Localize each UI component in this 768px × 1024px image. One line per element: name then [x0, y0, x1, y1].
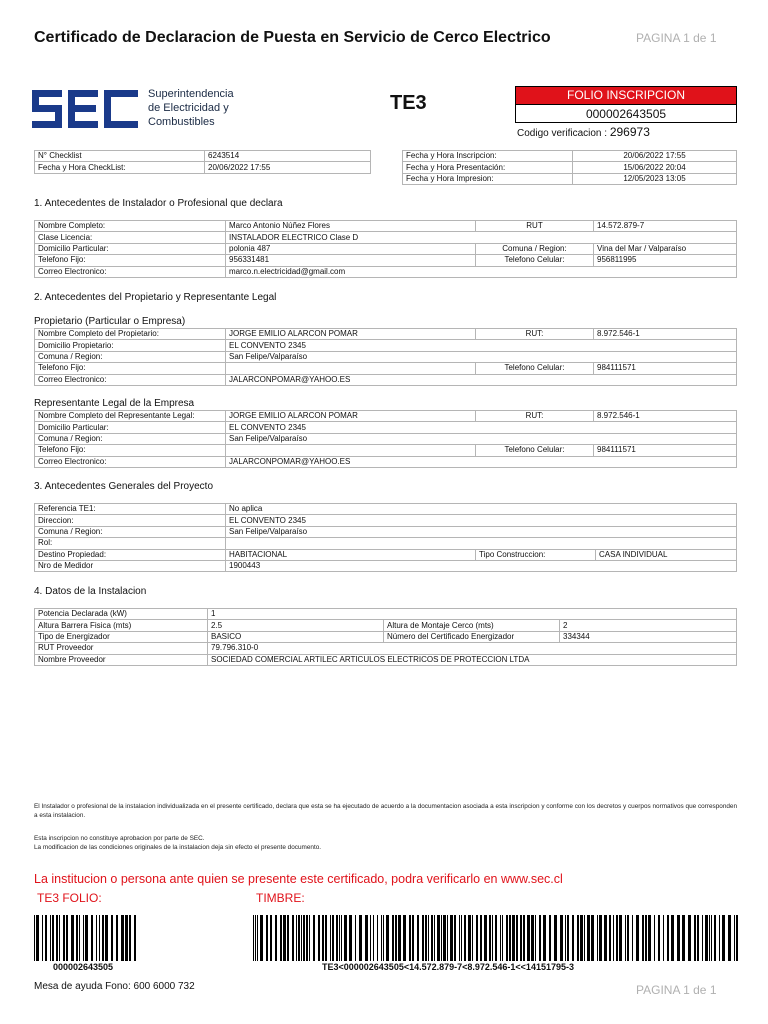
barcode-bar: [658, 915, 660, 961]
barcode-bar: [318, 915, 320, 961]
barcode-bar: [102, 915, 104, 961]
barcode-bar: [464, 915, 466, 961]
folio-label: FOLIO INSCRIPCION: [516, 87, 736, 104]
barcode-bar: [381, 915, 382, 961]
barcode-bar: [332, 915, 334, 961]
barcode-bar: [42, 915, 43, 961]
barcode-bar: [599, 915, 602, 961]
barcode-bar: [313, 915, 315, 961]
barcode-bar: [280, 915, 282, 961]
barcode-bar: [520, 915, 522, 961]
barcode-bar: [253, 915, 254, 961]
barcode-bar: [395, 915, 397, 961]
barcode-bar: [383, 915, 384, 961]
barcode-bar: [266, 915, 268, 961]
barcode-bar: [425, 915, 427, 961]
folio-number: 000002643505: [516, 104, 736, 122]
document-title: Certificado de Declaracion de Puesta en Servicio de Cerco Electrico: [34, 29, 551, 46]
barcode-bar: [255, 915, 256, 961]
barcode-bar: [309, 915, 310, 961]
barcode-bar: [472, 915, 473, 961]
page-number: PAGINA 1 de 1: [636, 31, 717, 45]
barcode-bar: [322, 915, 324, 961]
barcode-bar: [403, 915, 406, 961]
barcode-bar: [535, 915, 536, 961]
fechas-table: Fecha y Hora Inscripcion: 20/06/2022 17:55 Fecha y Hora Presentación: 15/06/2022 20:04 Fecha y Hora Impresion: 12/05/2023 13:05: [402, 150, 737, 185]
barcode-bar: [480, 915, 482, 961]
te3-label: TE3: [390, 92, 427, 114]
barcode-bar: [392, 915, 394, 961]
page-number-bottom: PAGINA 1 de 1: [636, 983, 717, 997]
barcode-bar: [373, 915, 374, 961]
representante-subtitle: Representante Legal de la Empresa: [34, 398, 195, 409]
barcode-bar: [734, 915, 735, 961]
barcode-bar: [560, 915, 563, 961]
timbre-label: TIMBRE:: [256, 891, 305, 905]
barcode-bar: [500, 915, 501, 961]
barcode-bar: [567, 915, 569, 961]
barcode-bar: [468, 915, 471, 961]
barcode-bar: [283, 915, 286, 961]
barcode-bar: [296, 915, 297, 961]
section-4-title: 4. Datos de la Instalacion: [34, 586, 147, 597]
barcode-bar: [565, 915, 566, 961]
barcode-bar: [584, 915, 585, 961]
barcode-bar: [134, 915, 136, 961]
barcode-bar: [298, 915, 300, 961]
verify-notice: La institucion o persona ante quien se presente este certificado, podra verificarlo en www.sec.cl: [34, 872, 563, 886]
barcode-bar: [667, 915, 669, 961]
barcode-bar: [91, 915, 93, 961]
barcode-bar: [549, 915, 551, 961]
barcode-bar: [36, 915, 39, 961]
barcode-bar: [50, 915, 51, 961]
section-3-title: 3. Antecedentes Generales del Proyecto: [34, 481, 214, 492]
barcode-bar: [306, 915, 308, 961]
barcode-bar: [539, 915, 541, 961]
barcode-bar: [613, 915, 614, 961]
barcode-bar: [572, 915, 574, 961]
barcode-bar: [604, 915, 607, 961]
barcode-bar: [270, 915, 272, 961]
barcode-bar: [512, 915, 515, 961]
barcode-bar: [434, 915, 435, 961]
barcode-bar: [422, 915, 424, 961]
barcode-bar: [663, 915, 664, 961]
barcode-bar: [654, 915, 655, 961]
representante-table: Nombre Completo del Representante Legal: JORGE EMILIO ALARCON POMAR RUT: 8.972.546-1 Domicilio Particular: EL CONVENTO 2345 Comuna / Region: San Felipe/Valparaíso Telefono Fijo: Telefono Celular: 984111571 Correo Electronico: JALARCONPOMAR@YAHOO.ES: [34, 410, 737, 468]
barcode-bar: [677, 915, 680, 961]
barcode-bar: [66, 915, 68, 961]
barcode-bar: [59, 915, 60, 961]
barcode-bar: [96, 915, 97, 961]
barcode-bar: [619, 915, 622, 961]
barcode-bar: [377, 915, 378, 961]
barcode-bar: [688, 915, 691, 961]
barcode-bar: [694, 915, 696, 961]
installer-table: Nombre Completo: Marco Antonio Núñez Flores RUT 14.572.879-7 Clase Licencia: INSTALADOR ELECTRICO Clase D Domicilio Particular: polonia 487 Comuna / Region: Vina del Mar / Valparaíso Telefono Fijo: 956331481 Telefono Celular: 956811995 Correo Electronico: marco.n.electricidad@gmail.com: [34, 220, 737, 278]
barcode-bar: [597, 915, 598, 961]
barcode-bar: [437, 915, 440, 961]
barcode-bar: [417, 915, 419, 961]
section-1-title: 1. Antecedentes de Instalador o Profesional que declara: [34, 198, 283, 209]
barcode-bar: [506, 915, 508, 961]
barcode-bar: [344, 915, 347, 961]
barcode-bar: [625, 915, 626, 961]
barcode-bar: [303, 915, 305, 961]
barcode-bar: [711, 915, 712, 961]
barcode-bar: [736, 915, 738, 961]
timbre-barcode-text: TE3<000002643505<14.572.879-7<8.972.546-1<<14151795-3: [322, 962, 574, 972]
barcode-bar: [719, 915, 720, 961]
folio-barcode: [34, 915, 136, 961]
barcode-bar: [76, 915, 78, 961]
barcode-bar: [260, 915, 263, 961]
barcode-bar: [447, 915, 448, 961]
barcode-bar: [275, 915, 277, 961]
barcode-bar: [330, 915, 331, 961]
propietario-table: Nombre Completo del Propietario: JORGE EMILIO ALARCON POMAR RUT: 8.972.546-1 Domicilio Propietario: EL CONVENTO 2345 Comuna / Region: San Felipe/Valparaíso Telefono Fijo: Telefono Celular: 984111571 Correo Electronico: JALARCONPOMAR@YAHOO.ES: [34, 328, 737, 386]
barcode-bar: [99, 915, 100, 961]
barcode-bar: [116, 915, 118, 961]
barcode-bar: [365, 915, 368, 961]
barcode-bar: [636, 915, 639, 961]
barcode-bar: [125, 915, 128, 961]
barcode-bar: [543, 915, 546, 961]
barcode-bar: [489, 915, 491, 961]
barcode-bar: [45, 915, 47, 961]
barcode-bar: [495, 915, 497, 961]
barcode-bar: [336, 915, 338, 961]
barcode-bar: [111, 915, 113, 961]
barcode-bar: [705, 915, 708, 961]
barcode-bar: [121, 915, 124, 961]
barcode-bar: [492, 915, 493, 961]
disclaimer-3: La modificacion de las condiciones originales de la instalacion deja sin efecto el presente documento.: [34, 844, 322, 851]
barcode-bar: [349, 915, 352, 961]
barcode-bar: [531, 915, 534, 961]
barcode-bar: [52, 915, 54, 961]
barcode-bar: [587, 915, 590, 961]
barcode-bar: [129, 915, 131, 961]
barcode-bar: [398, 915, 401, 961]
barcode-bar: [642, 915, 644, 961]
barcode-bar: [431, 915, 433, 961]
barcode-bar: [722, 915, 725, 961]
barcode-bar: [728, 915, 731, 961]
barcode-bar: [301, 915, 302, 961]
timbre-barcode: [253, 915, 738, 961]
barcode-bar: [85, 915, 88, 961]
barcode-bar: [454, 915, 456, 961]
barcode-bar: [682, 915, 685, 961]
barcode-bar: [370, 915, 371, 961]
barcode-bar: [83, 915, 84, 961]
barcode-bar: [648, 915, 651, 961]
instalacion-table: Potencia Declarada (kW) 1 Altura Barrera Fisica (mts) 2.5 Altura de Montaje Cerco (mts) 2 Tipo de Energizador BASICO Número del Certificado Energizador 334344 RUT Proveedor 79.796.310-0 Nombre Proveedor SOCIEDAD COMERCIAL ARTILEC ARTICULOS ELECTRICOS DE PROTECCION LTDA: [34, 608, 737, 666]
barcode-bar: [714, 915, 716, 961]
barcode-bar: [257, 915, 258, 961]
barcode-bar: [339, 915, 340, 961]
barcode-bar: [516, 915, 518, 961]
barcode-bar: [527, 915, 530, 961]
barcode-bar: [671, 915, 674, 961]
barcode-bar: [627, 915, 629, 961]
barcode-bar: [359, 915, 362, 961]
disclaimer-2: Esta inscripcion no constituye aprobacion por parte de SEC.: [34, 835, 205, 842]
barcode-bar: [616, 915, 618, 961]
barcode-bar: [609, 915, 611, 961]
folio-box: [515, 86, 737, 123]
section-2-title: 2. Antecedentes del Propietario y Representante Legal: [34, 292, 277, 303]
barcode-bar: [591, 915, 594, 961]
codigo-verificacion: Codigo verificacion : 296973: [517, 125, 650, 139]
barcode-bar: [450, 915, 453, 961]
barcode-bar: [105, 915, 108, 961]
barcode-bar: [645, 915, 647, 961]
barcode-bar: [428, 915, 429, 961]
barcode-bar: [325, 915, 327, 961]
barcode-bar: [409, 915, 411, 961]
help-desk-phone: Mesa de ayuda Fono: 600 6000 732: [34, 981, 195, 992]
folio-barcode-text: 000002643505: [53, 962, 114, 972]
te3-folio-label: TE3 FOLIO:: [37, 891, 102, 905]
barcode-bar: [63, 915, 65, 961]
barcode-bar: [292, 915, 294, 961]
barcode-bar: [476, 915, 478, 961]
barcode-bar: [509, 915, 511, 961]
barcode-bar: [287, 915, 289, 961]
barcode-bar: [79, 915, 80, 961]
barcode-bar: [443, 915, 446, 961]
disclaimer-1: El Instalador o profesional de la instalacion individualizada en el presente certificado, declara que esta se ha ejecutado de acuerdo a la documentacion asociada a esta inscripcion y conforme con los decretos y cuerpos normativos que corresponden a esta instalacion.: [34, 803, 738, 819]
barcode-bar: [461, 915, 462, 961]
barcode-bar: [56, 915, 58, 961]
barcode-bar: [709, 915, 710, 961]
propietario-subtitle: Propietario (Particular o Empresa): [34, 316, 186, 327]
barcode-bar: [355, 915, 356, 961]
barcode-bar: [502, 915, 503, 961]
barcode-bar: [580, 915, 583, 961]
barcode-bar: [702, 915, 703, 961]
barcode-bar: [523, 915, 525, 961]
barcode-bar: [632, 915, 633, 961]
barcode-bar: [386, 915, 389, 961]
barcode-bar: [484, 915, 487, 961]
proyecto-table: Referencia TE1: No aplica Direccion: EL CONVENTO 2345 Comuna / Region: San Felipe/Valparaíso Rol: Destino Propiedad: HABITACIONAL Tipo Construccion: CASA INDIVIDUAL Nro de Medidor 1900443: [34, 503, 737, 572]
barcode-bar: [459, 915, 460, 961]
barcode-bar: [577, 915, 579, 961]
barcode-bar: [341, 915, 342, 961]
barcode-bar: [71, 915, 74, 961]
logo-text: Superintendencia de Electricidad y Combustibles: [148, 88, 234, 128]
barcode-bar: [697, 915, 699, 961]
barcode-bar: [554, 915, 557, 961]
barcode-bar: [34, 915, 35, 961]
sec-logo: [30, 88, 140, 130]
barcode-bar: [441, 915, 442, 961]
checklist-table: N° Checklist 6243514 Fecha y Hora CheckList: 20/06/2022 17:55: [34, 150, 371, 174]
barcode-bar: [412, 915, 414, 961]
